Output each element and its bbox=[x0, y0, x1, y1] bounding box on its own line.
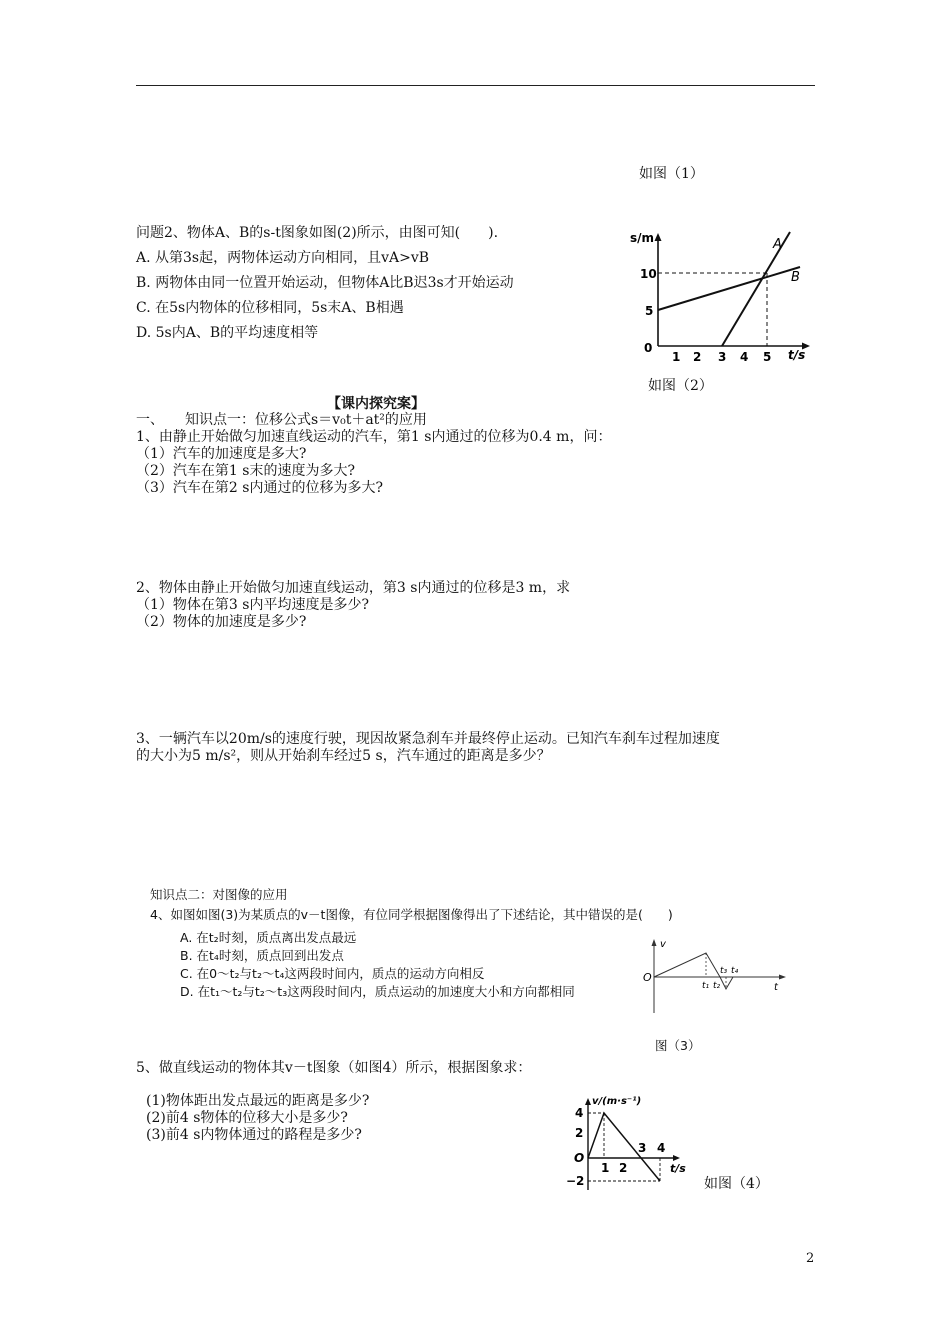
problem-1-item-3: （3）汽车在第2 s内通过的位移为多大? bbox=[136, 480, 383, 496]
fig2-xtick-3: 3 bbox=[718, 350, 727, 364]
fig4-xtick-3: 3 bbox=[638, 1141, 647, 1155]
fig2-xtick-4: 4 bbox=[740, 350, 749, 364]
fig4-ytick-4: 4 bbox=[575, 1106, 584, 1120]
problem-4-stem: 4、如图如图(3)为某质点的v－t图像，有位同学根据图像得出了下述结论，其中错误的是( ) bbox=[150, 907, 673, 922]
fig2-y-arrow bbox=[655, 233, 662, 241]
fig4-t-label: t/s bbox=[670, 1162, 686, 1175]
problem-4-option-a: A. 在t₂时刻，质点离出发点最远 bbox=[180, 930, 357, 945]
problem-3-line-2: 的大小为5 m/s²，则从开始刹车经过5 s，汽车通过的距离是多少？ bbox=[136, 748, 551, 764]
fig2-xtick-1: 1 bbox=[672, 350, 681, 364]
fig3-v-label: v bbox=[660, 939, 666, 950]
problem-5-item-2: (2)前4 s物体的位移大小是多少? bbox=[146, 1110, 348, 1126]
fig2-origin: 0 bbox=[644, 341, 653, 355]
figure-4-caption: 如图（4） bbox=[704, 1176, 769, 1192]
question-2-option-d: D. 5s内A、B的平均速度相等 bbox=[136, 325, 319, 341]
problem-4-option-c: C. 在0～t₂与t₂～t₄这两段时间内，质点的运动方向相反 bbox=[180, 966, 485, 981]
fig3-origin: O bbox=[643, 971, 652, 984]
fig4-t-arrow bbox=[673, 1155, 680, 1161]
fig2-xtick-5: 5 bbox=[763, 350, 772, 364]
problem-5-stem: 5、做直线运动的物体其v－t图象（如图4）所示，根据图象求： bbox=[136, 1060, 532, 1076]
page-number: 2 bbox=[806, 1251, 815, 1266]
fig4-ytick-2: 2 bbox=[575, 1126, 584, 1140]
fig3-t3-label: t₃ bbox=[720, 966, 728, 976]
question-2-option-a: A. 从第3s起，两物体运动方向相同，且vA>vB bbox=[136, 250, 430, 266]
question-2-option-c: C. 在5s内物体的位移相同，5s末A、B相遇 bbox=[136, 300, 404, 316]
fig2-ytick-10: 10 bbox=[640, 267, 657, 281]
fig2-label-a: A bbox=[773, 237, 782, 252]
fig3-t4-label: t₄ bbox=[731, 966, 739, 976]
fig3-t2-label: t₂ bbox=[713, 981, 721, 991]
problem-5-item-1: (1)物体距出发点最远的距离是多少? bbox=[146, 1093, 370, 1109]
figure-4-vt-graph bbox=[560, 1090, 705, 1195]
problem-2-item-1: （1）物体在第3 s内平均速度是多少? bbox=[136, 597, 369, 613]
knowledge-point-2: 知识点二：对图像的应用 bbox=[150, 887, 288, 902]
fig4-ytick-neg2: −2 bbox=[566, 1174, 585, 1188]
fig3-v-arrow bbox=[652, 939, 657, 946]
fig4-origin: O bbox=[574, 1151, 585, 1165]
fig3-t-arrow bbox=[779, 975, 786, 980]
fig2-xtick-2: 2 bbox=[693, 350, 702, 364]
fig4-xtick-1: 1 bbox=[601, 1161, 610, 1175]
fig3-t-label: t bbox=[774, 982, 778, 993]
figure-3-caption: 图（3） bbox=[655, 1038, 701, 1053]
fig2-ytick-5: 5 bbox=[645, 304, 654, 318]
problem-2-stem: 2、物体由静止开始做匀加速直线运动，第3 s内通过的位移是3 m，求 bbox=[136, 580, 571, 596]
question-2-option-b: B. 两物体由同一位置开始运动，但物体A比B迟3s才开始运动 bbox=[136, 275, 514, 291]
fig4-v-label: v/(m·s⁻¹) bbox=[592, 1096, 642, 1107]
figure-3-vt-graph bbox=[640, 935, 790, 1020]
problem-5-item-3: (3)前4 s内物体通过的路程是多少? bbox=[146, 1127, 362, 1143]
fig4-xtick-4: 4 bbox=[657, 1141, 666, 1155]
figure-2-st-graph bbox=[628, 228, 818, 368]
fig2-y-label: s/m bbox=[630, 231, 655, 245]
question-2-stem: 问题2、物体A、B的s-t图象如图(2)所示，由图可知( ). bbox=[136, 225, 499, 241]
problem-1-item-2: （2）汽车在第1 s末的速度为多大? bbox=[136, 463, 355, 479]
problem-4-option-b: B. 在t₄时刻，质点回到出发点 bbox=[180, 948, 344, 963]
problem-1-item-1: （1）汽车的加速度是多大? bbox=[136, 446, 307, 462]
fig2-label-b: B bbox=[791, 270, 800, 285]
fig2-x-label: t/s bbox=[788, 348, 806, 362]
knowledge-point-1: 一、 知识点一：位移公式s＝v₀t＋at²的应用 bbox=[136, 412, 427, 428]
figure-1-caption: 如图（1） bbox=[639, 166, 704, 182]
header-rule bbox=[136, 85, 815, 86]
problem-1-stem: 1、由静止开始做匀加速直线运动的汽车，第1 s内通过的位移为0.4 m，问： bbox=[136, 429, 612, 445]
fig3-t1-label: t₁ bbox=[702, 981, 710, 991]
figure-2-caption: 如图（2） bbox=[648, 378, 713, 394]
problem-4-option-d: D. 在t₁～t₂与t₂～t₃这两段时间内，质点运动的加速度大小和方向都相同 bbox=[180, 984, 575, 999]
problem-3-line-1: 3、一辆汽车以20m/s的速度行驶，现因故紧急刹车并最终停止运动。已知汽车刹车过程加速度 bbox=[136, 731, 720, 747]
problem-2-item-2: （2）物体的加速度是多少? bbox=[136, 614, 307, 630]
section-title: 【课内探究案】 bbox=[327, 396, 425, 412]
fig4-xtick-2: 2 bbox=[619, 1161, 628, 1175]
fig4-v-arrow bbox=[585, 1098, 591, 1105]
